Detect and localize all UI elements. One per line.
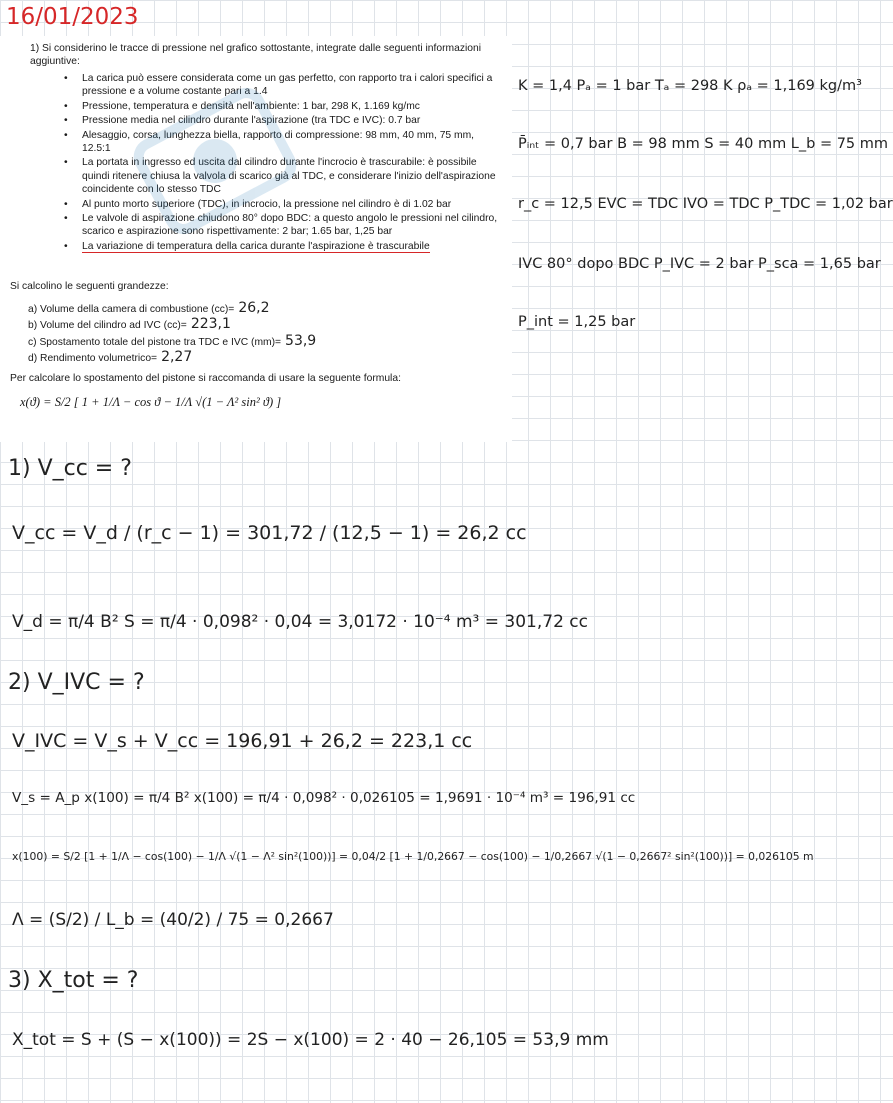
list-item: • La portata in ingresso ed uscita dal cilindro durante l'incrocio è trascurabile: è possibile quindi ritenere chiusa la valvola di scarico già al TDC, e considerare l'inizio dell'aspirazione coincidente con lo stesso TDC (64, 156, 504, 196)
handwritten-answer: 223,1 (190, 316, 231, 333)
calc-intro: Si calcolino le seguenti grandezze: (10, 281, 169, 292)
quantity-label: d) Rendimento volumetrico= (28, 353, 158, 365)
work-line: V_s = A_p x(100) = π/4 B² x(100) = π/4 · 0,098² · 0,026105 = 1,9691 · 10⁻⁴ m³ = 196,91 cc (12, 790, 636, 806)
list-item: • Pressione, temperatura e densità nell'ambiente: 1 bar, 298 K, 1.169 kg/mc (64, 100, 504, 113)
work-line: V_d = π/4 B² S = π/4 · 0,098² · 0,04 = 3,0172 · 10⁻⁴ m³ = 301,72 cc (12, 612, 588, 632)
side-note: P̄ᵢₙₜ = 0,7 bar B = 98 mm S = 40 mm L_b = 75 mm (518, 136, 889, 152)
handwritten-answer: 2,27 (161, 349, 193, 366)
side-note: r_c = 12,5 EVC = TDC IVO = TDC P_TDC = 1,02 bar (518, 196, 893, 212)
quantities-list (28, 302, 316, 368)
list-item: • Alesaggio, corsa, lunghezza biella, rapporto di compressione: 98 mm, 40 mm, 75 mm, 12.5:1 (64, 129, 504, 156)
quantity-label: c) Spostamento totale del pistone tra TDC e IVC (mm)= (28, 336, 282, 348)
quantity-item (28, 318, 316, 332)
step-heading: 3) X_tot = ? (8, 968, 139, 993)
work-line: x(100) = S/2 [1 + 1/Λ − cos(100) − 1/Λ √(1 − Λ² sin²(100))] = 0,04/2 [1 + 1/0,2667 − cos(100) − 1/0,2667 √(1 − 0,2667² sin²(100))] = 0,026105 m (12, 850, 814, 863)
piston-formula: x(ϑ) = S/2 [ 1 + 1/Λ − cos ϑ − 1/Λ √(1 − Λ² sin² ϑ) ] (20, 395, 282, 409)
list-item: • Al punto morto superiore (TDC), in incrocio, la pressione nel cilindro è di 1.02 bar (64, 198, 504, 211)
question-text: 1) Si considerino le tracce di pressione nel grafico sottostante, integrate dalle seguenti informazioni aggiuntive: (30, 43, 482, 68)
work-line: V_IVC = V_s + V_cc = 196,91 + 26,2 = 223,1 cc (12, 730, 473, 752)
list-item (64, 240, 504, 253)
underlined-text: La variazione di temperatura della carica durante l'aspirazione è trascurabile (82, 240, 430, 252)
handwritten-answer: 53,9 (285, 332, 317, 349)
list-item: • Pressione media nel cilindro durante l'aspirazione (tra TDC e IVC): 0.7 bar (64, 114, 504, 127)
quantity-item (28, 332, 317, 349)
step-heading: 1) V_cc = ? (8, 456, 132, 481)
list-item: • Le valvole di aspirazione chiudono 80° dopo BDC: a questo angolo le pressioni nel cilindro, scarico e aspirazione sono rispettivamente: 2 bar; 1.65 bar, 1,25 bar (64, 212, 504, 239)
problem-statement (0, 36, 512, 442)
side-note: K = 1,4 Pₐ = 1 bar Tₐ = 298 K ρₐ = 1,169 kg/m³ (518, 78, 862, 94)
step-heading: 2) V_IVC = ? (8, 670, 145, 695)
work-line: Λ = (S/2) / L_b = (40/2) / 75 = 0,2667 (12, 910, 334, 930)
side-note: P_int = 1,25 bar (518, 314, 636, 330)
quantity-label: a) Volume della camera di combustione (cc)= (28, 304, 235, 315)
quantity-item (28, 302, 316, 316)
list-item: • La carica può essere considerata come un gas perfetto, con rapporto tra i calori specifici a pressione e a volume costante pari a 1.4 (64, 72, 504, 99)
formula-intro: Per calcolare lo spostamento del pistone si raccomanda di usare la seguente formula: (10, 373, 401, 384)
handwritten-answer: 26,2 (238, 300, 270, 316)
side-note: IVC 80° dopo BDC P_IVC = 2 bar P_sca = 1,65 bar (518, 256, 881, 272)
work-line: V_cc = V_d / (r_c − 1) = 301,72 / (12,5 − 1) = 26,2 cc (12, 522, 527, 544)
work-line: X_tot = S + (S − x(100)) = 2S − x(100) = 2 · 40 − 26,105 = 53,9 mm (12, 1030, 609, 1050)
date-heading: 16/01/2023 (6, 4, 139, 30)
quantity-label: b) Volume del cilindro ad IVC (cc)= (28, 320, 187, 332)
quantity-item (28, 351, 316, 365)
